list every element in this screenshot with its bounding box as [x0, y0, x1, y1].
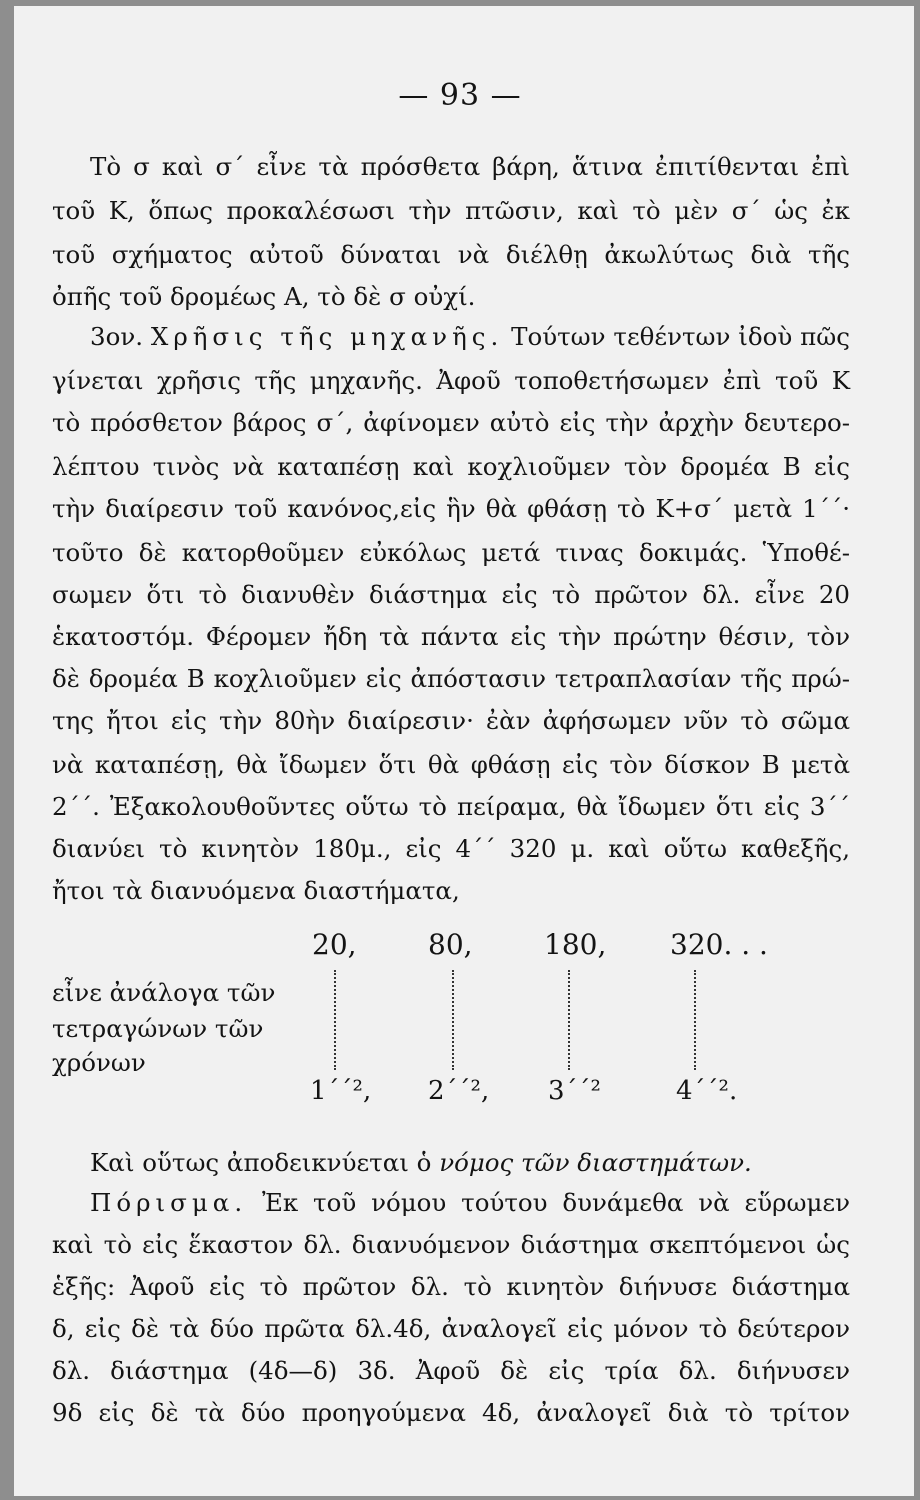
table-label-line: τετραγώνων τῶν [52, 1014, 264, 1043]
text-fragment: Ἐκ τοῦ νόμου τούτου δυνάμεθα νὰ εὕρωμεν [261, 1188, 850, 1217]
table-label-line: χρόνων [52, 1048, 146, 1077]
section-heading-line [52, 322, 850, 351]
distance-value: 20, [312, 928, 357, 961]
text-line: γίνεται χρῆσις τῆς μηχανῆς. Ἀφοῦ τοποθετήσωμεν ἐπὶ τοῦ Κ [52, 366, 850, 395]
page-number: — 93 — [398, 78, 522, 113]
dotted-connector [334, 970, 336, 1070]
text-line: ἑξῆς: Ἀφοῦ εἰς τὸ πρῶτον δλ. τὸ κινητὸν διήνυσε διάστημα [52, 1272, 850, 1301]
text-line: δλ. διάστημα (4δ—δ) 3δ. Ἀφοῦ δὲ εἰς τρία δλ. διήνυσεν [52, 1356, 850, 1385]
text-line: τὴν διαίρεσιν τοῦ κανόνος,εἰς ἣν θὰ φθάσῃ τὸ Κ+σ΄ μετὰ 1΄΄· [52, 494, 850, 523]
dotted-connector [568, 970, 570, 1070]
law-name: νόμος τῶν διαστημάτων. [439, 1148, 752, 1177]
section-title: Χρῆσις τῆς μηχανῆς. [150, 322, 504, 351]
text-line: Τὸ σ καὶ σ΄ εἶνε τὰ πρόσθετα βάρη, ἅτινα ἐπιτίθενται ἐπὶ [90, 152, 850, 181]
text-line: διανύει τὸ κινητὸν 180μ., εἰς 4΄΄ 320 μ. καὶ οὕτω καθεξῆς, [52, 834, 850, 863]
text-fragment: Τούτων τεθέντων ἰδοὺ πῶς [511, 322, 850, 351]
text-fragment: Καὶ οὕτως ἀποδεικνύεται ὁ [90, 1148, 432, 1177]
text-line: ὀπῆς τοῦ δρομέως Α, τὸ δὲ σ οὐχί. [52, 282, 476, 311]
porisma-heading-line [52, 1188, 850, 1217]
text-line: τοῦτο δὲ κατορθοῦμεν εὐκόλως μετά τινας δοκιμάς. Ὑποθέ- [52, 538, 850, 567]
text-line: λέπτου τινὸς νὰ καταπέσῃ καὶ κοχλιοῦμεν τὸν δρομέα Β εἰς [52, 452, 850, 481]
distance-value: 180, [544, 928, 607, 961]
text-line: τὸ πρόσθετον βάρος σ΄, ἀφίνομεν αὐτὸ εἰς τὴν ἀρχὴν δευτερο- [52, 408, 850, 437]
text-line: ἑκατοστόμ. Φέρομεν ἤδη τὰ πάντα εἰς τὴν πρώτην θέσιν, τὸν [52, 622, 850, 651]
text-line: ἤτοι τὰ διανυόμενα διαστήματα, [52, 876, 460, 905]
text-line: νὰ καταπέσῃ, θὰ ἴδωμεν ὅτι θὰ φθάσῃ εἰς τὸν δίσκον Β μετὰ [52, 750, 850, 779]
dotted-connector [694, 970, 696, 1070]
time-square: 3΄΄² [548, 1076, 601, 1106]
time-square: 4΄΄². [676, 1076, 738, 1106]
text-line: 9δ εἰς δὲ τὰ δύο προηγούμενα 4δ, ἀναλογεῖ διὰ τὸ τρίτον [52, 1398, 850, 1427]
distance-value: 80, [428, 928, 473, 961]
text-line: σωμεν ὅτι τὸ διανυθὲν διάστημα εἰς τὸ πρῶτον δλ. εἶνε 20 [52, 580, 850, 609]
text-line: τοῦ σχήματος αὐτοῦ δύναται νὰ διέλθῃ ἀκωλύτως διὰ τῆς [52, 240, 850, 269]
distance-value: 320. . . [670, 928, 768, 961]
text-line: καὶ τὸ εἰς ἕκαστον δλ. διανυόμενον διάστημα σκεπτόμενοι ὡς [52, 1230, 850, 1259]
text-line: τοῦ Κ, ὅπως προκαλέσωσι τὴν πτῶσιν, καὶ τὸ μὲν σ΄ ὡς ἐκ [52, 196, 850, 225]
section-number: 3ον. [90, 322, 144, 351]
text-line: 2΄΄. Ἐξακολουθοῦντες οὕτω τὸ πείραμα, θὰ ἴδωμεν ὅτι εἰς 3΄΄ [52, 792, 850, 821]
table-label-line: εἶνε ἀνάλογα τῶν [52, 978, 276, 1007]
law-statement [52, 1148, 850, 1177]
porisma-title: Πόρισμα. [90, 1188, 248, 1217]
time-square: 2΄΄², [428, 1076, 490, 1106]
text-line: δὲ δρομέα Β κοχλιοῦμεν εἰς ἀπόστασιν τετραπλασίαν τῆς πρώ- [52, 664, 850, 693]
text-line: δ, εἰς δὲ τὰ δύο πρῶτα δλ.4δ, ἀναλογεῖ εἰς μόνον τὸ δεύτερον [52, 1314, 850, 1343]
dotted-connector [452, 970, 454, 1070]
text-line: της ἤτοι εἰς τὴν 80ὴν διαίρεσιν· ἐὰν ἀφήσωμεν νῦν τὸ σῶμα [52, 706, 850, 735]
time-square: 1΄΄², [310, 1076, 372, 1106]
